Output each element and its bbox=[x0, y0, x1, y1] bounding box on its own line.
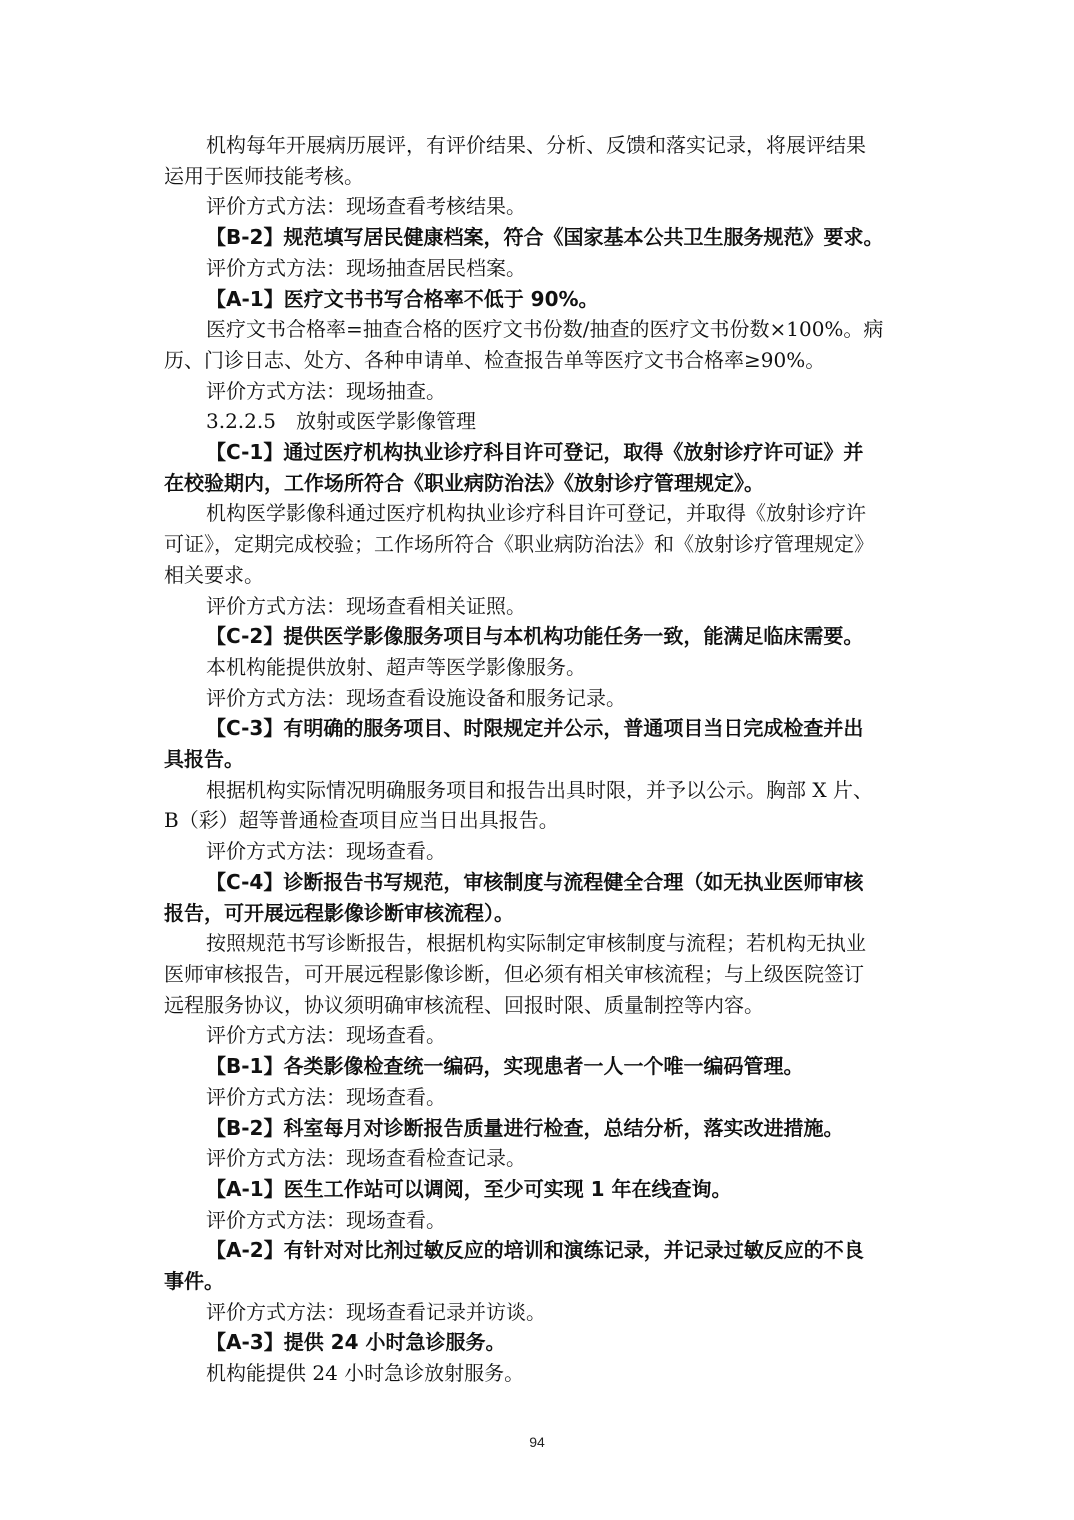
body-text: 机构能提供 24 小时急诊放射服务。 bbox=[206, 1361, 525, 1386]
body-text: 历、门诊日志、处方、各种申请单、检查报告单等医疗文书合格率≥90%。 bbox=[164, 347, 826, 372]
criterion-heading: 【A-1】医生工作站可以调阅，至少可实现 1 年在线查询。 bbox=[206, 1176, 732, 1201]
evaluation-method: 评价方式方法：现场查看。 bbox=[206, 839, 446, 864]
page-content bbox=[164, 130, 914, 1389]
body-text: 按照规范书写诊断报告，根据机构实际制定审核制度与流程；若机构无执业 bbox=[206, 931, 866, 956]
body-text: B（彩）超等普通检查项目应当日出具报告。 bbox=[164, 808, 559, 833]
criterion-heading: 【B-2】科室每月对诊断报告质量进行检查，总结分析，落实改进措施。 bbox=[206, 1115, 844, 1140]
section-heading: 3.2.2.5 放射或医学影像管理 bbox=[206, 409, 476, 434]
criterion-heading: 在校验期内，工作场所符合《职业病防治法》《放射诊疗管理规定》。 bbox=[164, 470, 764, 495]
evaluation-method: 评价方式方法：现场查看。 bbox=[206, 1084, 446, 1109]
body-text: 机构每年开展病历展评，有评价结果、分析、反馈和落实记录，将展评结果 bbox=[206, 133, 866, 157]
criterion-heading: 【C-3】有明确的服务项目、时限规定并公示，普通项目当日完成检查并出 bbox=[206, 716, 864, 741]
body-text: 医疗文书合格率=抽查合格的医疗文书份数/抽查的医疗文书份数×100%。病 bbox=[206, 317, 884, 342]
criterion-heading: 【B-1】各类影像检查统一编码，实现患者一人一个唯一编码管理。 bbox=[206, 1054, 804, 1079]
body-text: 相关要求。 bbox=[164, 562, 264, 587]
body-text: 可证》，定期完成校验；工作场所符合《职业病防治法》和《放射诊疗管理规定》 bbox=[164, 532, 874, 557]
evaluation-method: 评价方式方法：现场查看。 bbox=[206, 1207, 446, 1232]
criterion-heading: 【C-2】提供医学影像服务项目与本机构功能任务一致，能满足临床需要。 bbox=[206, 624, 864, 649]
criterion-heading: 具报告。 bbox=[164, 747, 244, 772]
criterion-heading: 报告，可开展远程影像诊断审核流程）。 bbox=[164, 900, 514, 925]
evaluation-method: 评价方式方法：现场抽查。 bbox=[206, 378, 446, 403]
evaluation-method: 评价方式方法：现场查看检查记录。 bbox=[206, 1146, 526, 1171]
criterion-heading: 【A-3】提供 24 小时急诊服务。 bbox=[206, 1330, 506, 1355]
evaluation-method: 评价方式方法：现场查看相关证照。 bbox=[206, 593, 526, 618]
criterion-heading: 【B-2】规范填写居民健康档案，符合《国家基本公共卫生服务规范》要求。 bbox=[206, 225, 884, 250]
evaluation-method: 评价方式方法：现场查看设施设备和服务记录。 bbox=[206, 685, 626, 710]
evaluation-method: 评价方式方法：现场查看记录并访谈。 bbox=[206, 1299, 546, 1324]
body-text: 远程服务协议，协议须明确审核流程、回报时限、质量制控等内容。 bbox=[164, 992, 764, 1017]
evaluation-method: 评价方式方法：现场查看。 bbox=[206, 1023, 446, 1048]
criterion-heading: 事件。 bbox=[164, 1269, 224, 1294]
criterion-heading: 【C-4】诊断报告书写规范，审核制度与流程健全合理（如无执业医师审核 bbox=[206, 869, 864, 894]
body-text: 本机构能提供放射、超声等医学影像服务。 bbox=[206, 654, 586, 679]
body-text: 根据机构实际情况明确服务项目和报告出具时限，并予以公示。胸部 X 片、 bbox=[206, 777, 873, 802]
criterion-heading: 【C-1】通过医疗机构执业诊疗科目许可登记，取得《放射诊疗许可证》并 bbox=[206, 440, 864, 465]
body-text: 医师审核报告，可开展远程影像诊断，但必须有相关审核流程；与上级医院签订 bbox=[164, 961, 864, 986]
evaluation-method: 评价方式方法：现场查看考核结果。 bbox=[206, 194, 526, 219]
body-text: 机构医学影像科通过医疗机构执业诊疗科目许可登记，并取得《放射诊疗许 bbox=[206, 501, 866, 526]
criterion-heading: 【A-2】有针对对比剂过敏反应的培训和演练记录，并记录过敏反应的不良 bbox=[206, 1238, 864, 1263]
criterion-heading: 【A-1】医疗文书书写合格率不低于 90%。 bbox=[206, 286, 599, 311]
evaluation-method: 评价方式方法：现场抽查居民档案。 bbox=[206, 255, 526, 280]
page-number: 94 bbox=[529, 1434, 545, 1450]
body-text: 运用于医师技能考核。 bbox=[164, 163, 364, 188]
